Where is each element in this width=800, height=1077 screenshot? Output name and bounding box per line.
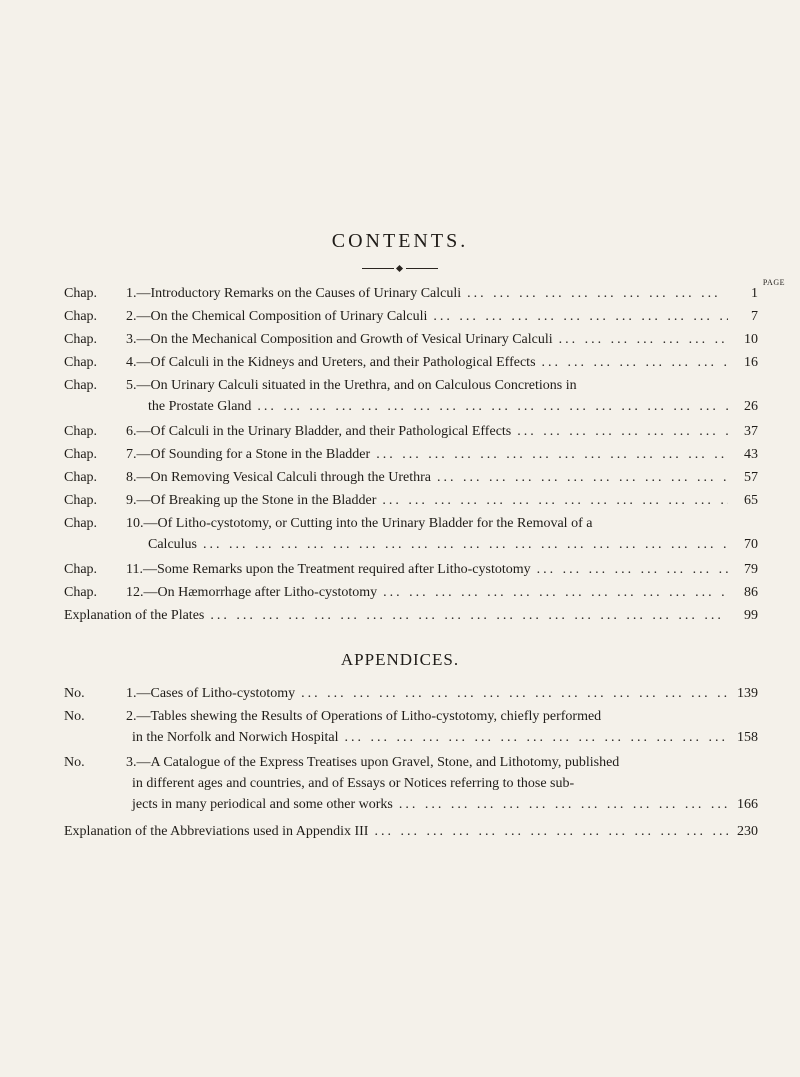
leader-dots	[431, 467, 728, 488]
leader-dots	[427, 306, 728, 327]
chapter-title: —On the Chemical Composition of Urinary Calculi	[136, 309, 428, 324]
chapter-number: 9.	[126, 493, 137, 508]
leader-dots	[553, 329, 728, 350]
abbreviations-title: Explanation of the Abbreviations used in Appendix III	[64, 824, 369, 839]
appendix-number: 3.	[126, 755, 137, 770]
chapter-title: —Some Remarks upon the Treatment required after Litho-cystotomy	[142, 562, 531, 577]
chapter-label: Chap.	[64, 286, 98, 301]
page-number: 43	[744, 447, 758, 462]
toc-entry-chap-12[interactable]	[64, 582, 758, 603]
leader-dots	[370, 444, 728, 465]
chapter-title: —Of Litho-cystotomy, or Cutting into the Urinary Bladder for the Removal of a	[143, 516, 593, 531]
chapter-title: —On Urinary Calculi situated in the Urethra, and on Calculous Concretions in	[136, 378, 577, 393]
chapter-label: Chap.	[64, 516, 98, 531]
chapter-label: Chap.	[64, 332, 98, 347]
page-number: 7	[751, 309, 758, 324]
chapter-label: Chap.	[64, 378, 98, 393]
chapter-title: —On the Mechanical Composition and Growth of Vesical Urinary Calculi	[136, 332, 553, 347]
toc-entry-chap-6[interactable]	[64, 421, 758, 442]
toc-entry-chap-10[interactable]	[64, 513, 758, 555]
appendix-title-cont: in the Norfolk and Norwich Hospital	[132, 730, 339, 745]
leader-dots	[295, 683, 728, 704]
chapter-title: —On Hæmorrhage after Litho-cystotomy	[143, 585, 378, 600]
chapter-label: Chap.	[64, 470, 98, 485]
toc-entry-chap-2[interactable]	[64, 306, 758, 327]
appendices-heading: APPENDICES.	[340, 650, 460, 669]
page-number: 86	[744, 585, 758, 600]
chapter-number: 3.	[126, 332, 137, 347]
page-number: 230	[737, 824, 758, 839]
ornament-rule-right	[406, 268, 438, 269]
toc-entry-chap-8[interactable]	[64, 467, 758, 488]
chapter-number: 1.	[126, 286, 137, 301]
page-number: 1	[751, 286, 758, 301]
page-number: 37	[744, 424, 758, 439]
appendix-label: No.	[64, 686, 85, 701]
toc-entry-appendix-2[interactable]	[64, 706, 758, 748]
page-column-header: PAGE	[762, 278, 785, 287]
leader-dots	[376, 490, 728, 511]
toc-entry-chap-5[interactable]	[64, 375, 758, 417]
toc-entry-chap-7[interactable]	[64, 444, 758, 465]
page-number: 70	[744, 537, 758, 552]
leader-dots	[393, 794, 728, 815]
chapter-label: Chap.	[64, 585, 98, 600]
chapter-number: 12.	[126, 585, 144, 600]
chapter-number: 2.	[126, 309, 137, 324]
chapter-number: 11.	[126, 562, 143, 577]
leader-dots	[251, 396, 728, 417]
ornament-rule-left	[362, 268, 394, 269]
chapter-title: —Of Breaking up the Stone in the Bladder	[136, 493, 377, 508]
chapter-label: Chap.	[64, 493, 98, 508]
toc-entry-appendix-3[interactable]	[64, 752, 758, 815]
leader-dots	[511, 421, 728, 442]
appendix-number: 2.	[126, 709, 137, 724]
leader-dots	[531, 559, 728, 580]
chapter-number: 7.	[126, 447, 137, 462]
toc-entry-chap-11[interactable]	[64, 559, 758, 580]
appendix-title-cont: jects in many periodical and some other works	[132, 797, 393, 812]
appendix-title: —Cases of Litho-cystotomy	[136, 686, 296, 701]
chapter-label: Chap.	[64, 355, 98, 370]
chapter-title: —Of Sounding for a Stone in the Bladder	[136, 447, 371, 462]
leader-dots	[368, 821, 728, 842]
leader-dots	[338, 727, 728, 748]
plates-title: Explanation of the Plates	[64, 608, 205, 623]
page-title: CONTENTS.	[331, 230, 469, 252]
appendix-title-cont: in different ages and countries, and of Essays or Notices referring to those sub-	[132, 776, 575, 791]
toc-entry-appendix-1[interactable]	[64, 683, 758, 704]
toc-entry-plates[interactable]	[64, 605, 758, 626]
chapter-number: 4.	[126, 355, 137, 370]
chapter-label: Chap.	[64, 309, 98, 324]
leader-dots	[377, 582, 728, 603]
page-number: 16	[744, 355, 758, 370]
page-number: 26	[744, 399, 758, 414]
appendix-title: —Tables shewing the Results of Operations of Litho-cystotomy, chiefly performed	[136, 709, 602, 724]
page-number: 99	[744, 608, 758, 623]
page-number: 79	[744, 562, 758, 577]
chapter-title-cont: the Prostate Gland	[148, 399, 252, 414]
chapter-title: —Of Calculi in the Kidneys and Ureters, and their Pathological Effects	[136, 355, 536, 370]
toc-entry-abbreviations[interactable]	[64, 821, 758, 842]
chapter-number: 5.	[126, 378, 137, 393]
page-number: 57	[744, 470, 758, 485]
chapter-number: 10.	[126, 516, 144, 531]
page-number: 10	[744, 332, 758, 347]
chapter-label: Chap.	[64, 424, 98, 439]
page-number: 139	[737, 686, 758, 701]
appendix-label: No.	[64, 755, 85, 770]
page-number: 158	[737, 730, 758, 745]
chapter-title: —Introductory Remarks on the Causes of Urinary Calculi	[136, 286, 462, 301]
appendix-title: —A Catalogue of the Express Treatises upon Gravel, Stone, and Lithotomy, published	[136, 755, 620, 770]
diamond-icon	[396, 265, 403, 272]
chapter-title: —On Removing Vesical Calculi through the Urethra	[136, 470, 431, 485]
chapter-number: 6.	[126, 424, 137, 439]
toc-entry-chap-3[interactable]	[64, 329, 758, 350]
leader-dots	[461, 283, 728, 304]
chapter-title: —Of Calculi in the Urinary Bladder, and their Pathological Effects	[136, 424, 512, 439]
chapter-number: 8.	[126, 470, 137, 485]
appendix-label: No.	[64, 709, 85, 724]
page-number: 65	[744, 493, 758, 508]
toc-entry-chap-4[interactable]	[64, 352, 758, 373]
title-ornament	[362, 266, 438, 272]
toc-entry-chap-9[interactable]	[64, 490, 758, 511]
leader-dots	[197, 534, 728, 555]
leader-dots	[204, 605, 728, 626]
toc-entry-chap-1[interactable]	[64, 283, 758, 304]
appendix-number: 1.	[126, 686, 137, 701]
page-number: 166	[737, 797, 758, 812]
chapter-label: Chap.	[64, 447, 98, 462]
chapter-title-cont: Calculus	[148, 537, 197, 552]
chapter-label: Chap.	[64, 562, 98, 577]
leader-dots	[536, 352, 728, 373]
